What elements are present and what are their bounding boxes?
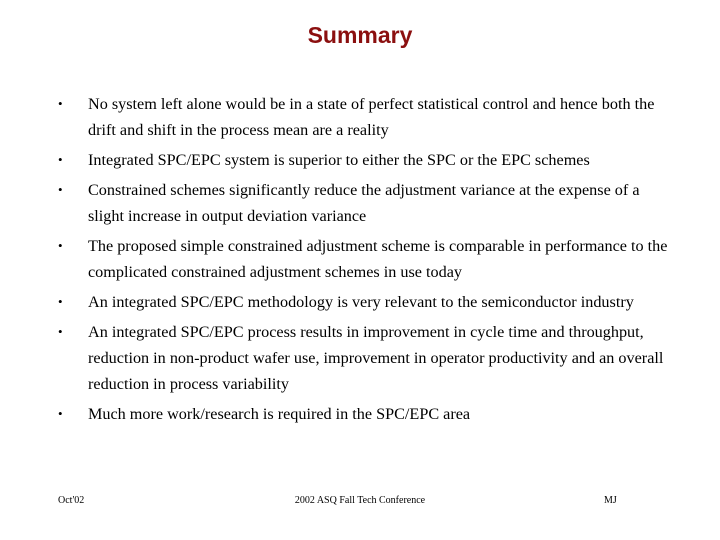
slide-title: Summary [307, 22, 413, 48]
bullet-item [58, 91, 668, 143]
bullet-icon: • [58, 294, 63, 309]
bullet-text: An integrated SPC/EPC methodology is very relevant to the semiconductor industry [88, 293, 634, 311]
bullet-icon: • [58, 152, 63, 167]
bullet-icon: • [58, 238, 63, 253]
bullet-item [58, 147, 668, 173]
bullet-text: Much more work/research is required in the SPC/EPC area [88, 405, 471, 423]
bullet-text: No system left alone would be in a state of perfect statistical control and hence both the drift and shift in the process mean are a reality [88, 95, 655, 139]
bullet-text: The proposed simple constrained adjustment scheme is comparable in performance to the complicated constrained adjustment schemes in use today [88, 237, 668, 281]
bullet-icon: • [58, 406, 63, 421]
bullet-icon: • [58, 96, 63, 111]
bullet-text: Constrained schemes significantly reduce the adjustment variance at the expense of a slight increase in output deviation variance [88, 181, 640, 225]
bullet-text: An integrated SPC/EPC process results in improvement in cycle time and throughput, reduction in non-product wafer use, improvement in operator productivity and an overall reduction in process variability [88, 323, 664, 393]
bullet-icon: • [58, 182, 63, 197]
footer-author: MJ [604, 495, 617, 506]
bullet-item [58, 319, 668, 397]
footer-conference: 2002 ASQ Fall Tech Conference [294, 495, 426, 506]
bullet-text: Integrated SPC/EPC system is superior to either the SPC or the EPC schemes [88, 151, 590, 169]
footer-date: Oct'02 [58, 495, 85, 506]
bullet-item [58, 401, 668, 427]
bullet-item [58, 289, 668, 315]
bullet-list [58, 91, 668, 431]
bullet-item [58, 177, 668, 229]
bullet-icon: • [58, 324, 63, 339]
bullet-item [58, 233, 668, 285]
